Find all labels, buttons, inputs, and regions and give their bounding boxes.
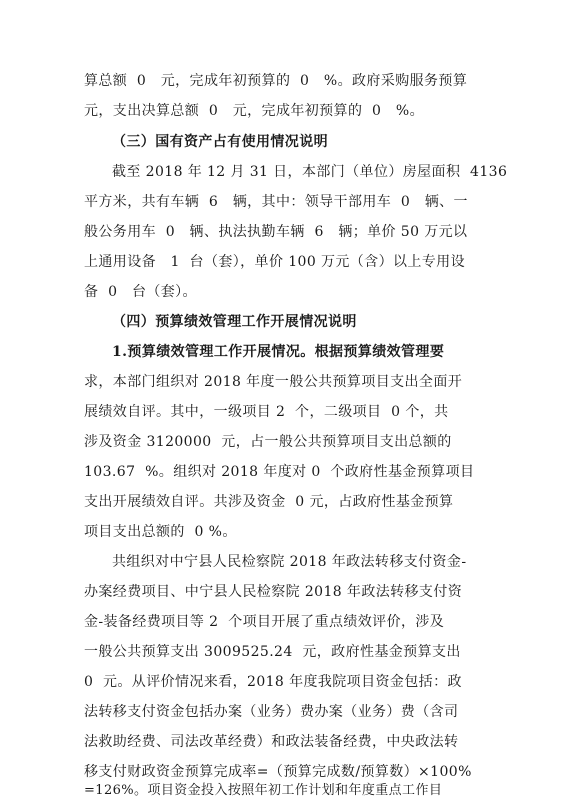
text-line: 般公务用车 0 辆、执法执勤车辆 6 辆；单价 50 万元以 xyxy=(84,224,468,240)
text-line: 截至 2018 年 12 月 31 日，本部门（单位）房屋面积 4136 xyxy=(112,164,508,180)
text-line: 涉及资金 3120000 元，占一般公共预算项目支出总额的 xyxy=(84,434,452,450)
text-line: 共组织对中宁县人民检察院 2018 年政法转移支付资金- xyxy=(112,554,467,570)
text-line: 平方米，共有车辆 6 辆，其中：领导干部用车 0 辆、一 xyxy=(84,194,468,210)
text-line: 元，支出决算总额 0 元，完成年初预算的 0 %。 xyxy=(84,103,425,119)
text-line: 一般公共预算支出 3009525.24 元，政府性基金预算支出 xyxy=(84,644,461,660)
text-line: =126%。项目资金投入按照年初工作计划和年度重点工作目 xyxy=(84,783,443,798)
text-line: 103.67 %。组织对 2018 年度对 0 个政府性基金预算项目 xyxy=(84,464,475,480)
text-line: 移支付财政资金预算完成率=（预算完成数/预算数）×100% xyxy=(84,764,472,780)
text-line: 项目支出总额的 0 %。 xyxy=(84,524,237,540)
text-line: 备 0 台（套）。 xyxy=(84,284,197,300)
text-line: 金-装备经费项目等 2 个项目开展了重点绩效评价，涉及 xyxy=(84,614,445,630)
text-line: 算总额 0 元，完成年初预算的 0 %。政府采购服务预算 xyxy=(84,73,468,89)
text-line: 展绩效自评。其中，一级项目 2 个，二级项目 0 个，共 xyxy=(84,404,449,420)
text-line: 办案经费项目、中宁县人民检察院 2018 年政法转移支付资 xyxy=(84,584,463,600)
text-line: 0 元。从评价情况来看，2018 年度我院项目资金包括：政 xyxy=(84,674,462,690)
text-line: 求，本部门组织对 2018 年度一般公共预算项目支出全面开 xyxy=(84,374,463,390)
text-line: 法转移支付资金包括办案（业务）费办案（业务）费（含司 xyxy=(84,704,459,720)
section-heading: （四）预算绩效管理工作开展情况说明 xyxy=(112,314,357,330)
text-line: 支出开展绩效自评。共涉及资金 0 元，占政府性基金预算 xyxy=(84,494,454,510)
text-line: 1.预算绩效管理工作开展情况。根据预算绩效管理要 xyxy=(112,344,445,360)
text-line: 上通用设备 1 台（套），单价 100 万元（含）以上专用设 xyxy=(84,254,465,270)
text-line: 法救助经费、司法改革经费）和政法装备经费，中央政法转 xyxy=(84,734,459,750)
section-heading: （三）国有资产占有使用情况说明 xyxy=(112,134,328,150)
